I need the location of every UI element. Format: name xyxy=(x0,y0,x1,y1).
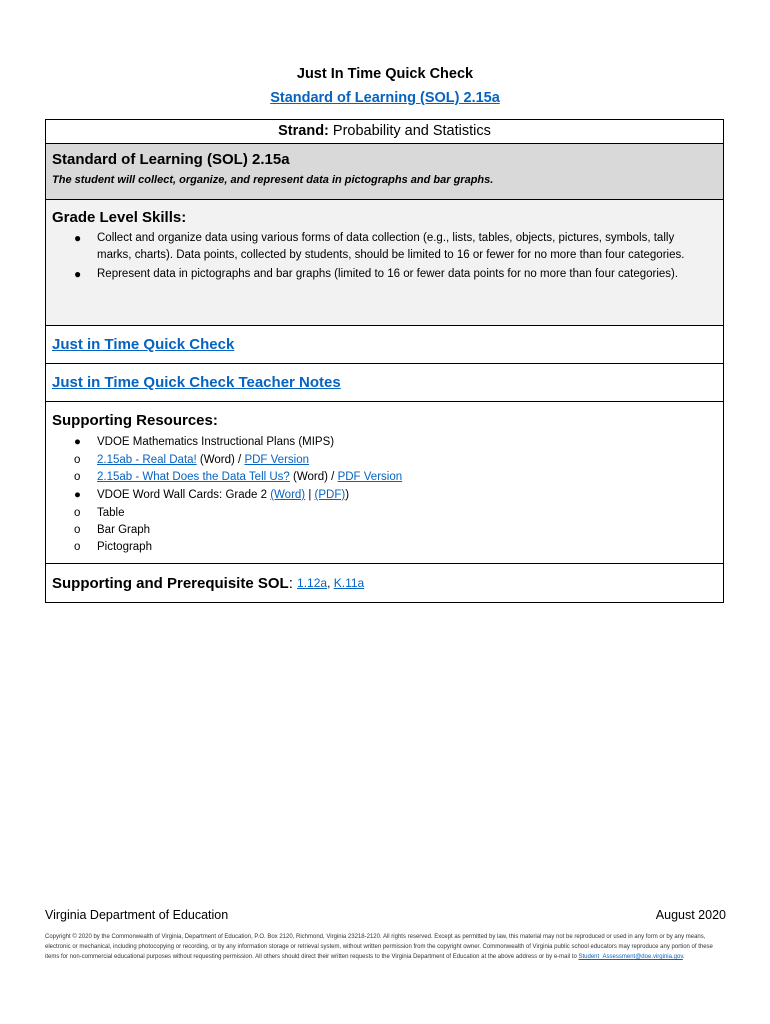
supporting-resources-row xyxy=(46,402,723,564)
list-item xyxy=(52,230,717,264)
copyright-text: Copyright © 2020 by the Commonwealth of Virginia, Department of Education, P.O. Box 2120, Richmond, Virginia 23218-2120. All rights reserved. Except as permitted by law, this material may not be reproduced or used in any form or by any means, electronic or mechanical, including photocopying or recording, or by any information storage or retrieval system, without written permission from the copyright owner. Commonwealth of Virginia public school educators may reproduce any portion of these items for non-commercial educational purposes without requesting permission. All others should direct their written requests to the Virginia Department of Education at the above address or by e-mail to xyxy=(45,934,713,960)
bullet-icon: ● xyxy=(74,436,81,448)
sol-description: The student will collect, organize, and represent data in pictographs and bar graphs. xyxy=(52,174,494,186)
sol-header-link-wrap xyxy=(0,90,770,106)
resources-list xyxy=(52,433,717,556)
sol-header-link[interactable]: Standard of Learning (SOL) 2.15a xyxy=(270,90,500,106)
teacher-notes-link[interactable]: Just in Time Quick Check Teacher Notes xyxy=(52,374,341,391)
list-item xyxy=(52,505,717,522)
circle-bullet-icon: o xyxy=(74,471,81,483)
footer-organization: Virginia Department of Education xyxy=(45,908,229,922)
footer-date: August 2020 xyxy=(655,908,726,922)
circle-bullet-icon: o xyxy=(74,541,81,553)
format-text: (Word) / xyxy=(196,454,245,466)
teacher-notes-row xyxy=(46,364,723,402)
wordwall-item: Pictograph xyxy=(97,541,152,553)
strand-row xyxy=(46,120,723,144)
wordwall-word-link[interactable]: (Word) xyxy=(270,489,306,501)
mips-data-tell-link[interactable]: 2.15ab - What Does the Data Tell Us? xyxy=(97,471,290,483)
circle-bullet-icon: o xyxy=(74,507,81,519)
wordwall-item: Bar Graph xyxy=(97,524,151,536)
list-item xyxy=(52,539,717,556)
content-table xyxy=(45,119,724,603)
skills-list xyxy=(52,230,717,283)
wordwall-pdf-link[interactable]: (PDF) xyxy=(314,489,346,501)
format-text: (Word) / xyxy=(289,471,338,483)
mips-label: VDOE Mathematics Instructional Plans (MIPS) xyxy=(97,436,335,448)
wordwall-sublist xyxy=(52,505,717,556)
bullet-icon: ● xyxy=(74,267,82,281)
copyright-notice xyxy=(45,932,727,962)
circle-bullet-icon: o xyxy=(74,524,81,536)
bullet-icon: ● xyxy=(74,489,81,501)
quick-check-link[interactable]: Just in Time Quick Check xyxy=(52,336,235,353)
mips-real-data-pdf-link[interactable]: PDF Version xyxy=(244,454,310,466)
wordwall-item: Table xyxy=(97,507,125,519)
list-item xyxy=(52,266,717,283)
mips-data-tell-pdf-link[interactable]: PDF Version xyxy=(337,471,403,483)
prerequisite-sol-row xyxy=(46,564,723,602)
grade-level-skills-row xyxy=(46,200,723,326)
strand-value: Probability and Statistics xyxy=(332,123,491,139)
wordwall-separator: | xyxy=(305,489,315,501)
sol-title: Standard of Learning (SOL) 2.15a xyxy=(52,151,290,168)
mips-real-data-link[interactable]: 2.15ab - Real Data! xyxy=(97,454,197,466)
supporting-resources-heading: Supporting Resources: xyxy=(52,412,218,429)
wordwall-label: VDOE Word Wall Cards: Grade 2 xyxy=(97,489,271,501)
prereq-link-1-12a[interactable]: 1.12a xyxy=(297,576,328,590)
circle-bullet-icon: o xyxy=(74,454,81,466)
list-item xyxy=(52,469,717,486)
quick-check-row xyxy=(46,326,723,364)
sol-row xyxy=(46,144,723,200)
copyright-end: . xyxy=(682,954,685,960)
skill-text: Represent data in pictographs and bar graphs (limited to 16 or fewer data points for no more than four categories). xyxy=(97,268,679,280)
prereq-separator: , xyxy=(327,576,334,590)
list-item xyxy=(52,486,717,556)
skill-text: Collect and organize data using various forms of data collection (e.g., lists, tables, objects, pictures, symbols, tally marks, charts). Data points, collected by students, should be limited to 16 or fewer for no more than four categories. xyxy=(97,232,685,261)
list-item xyxy=(52,522,717,539)
bullet-icon: ● xyxy=(74,231,82,245)
prereq-link-k-11a[interactable]: K.11a xyxy=(333,576,365,590)
strand-label: Strand: xyxy=(278,123,329,139)
mips-sublist xyxy=(52,452,717,486)
prerequisite-colon: : xyxy=(288,574,298,592)
grade-level-skills-heading: Grade Level Skills: xyxy=(52,209,187,226)
student-assessment-email-link[interactable]: Student_Assessment@doe.virginia.gov xyxy=(578,954,683,960)
list-item xyxy=(52,452,717,469)
page-title: Just In Time Quick Check xyxy=(296,66,474,82)
prerequisite-label: Supporting and Prerequisite SOL xyxy=(52,574,289,592)
wordwall-close: ) xyxy=(345,489,350,501)
list-item xyxy=(52,433,717,486)
